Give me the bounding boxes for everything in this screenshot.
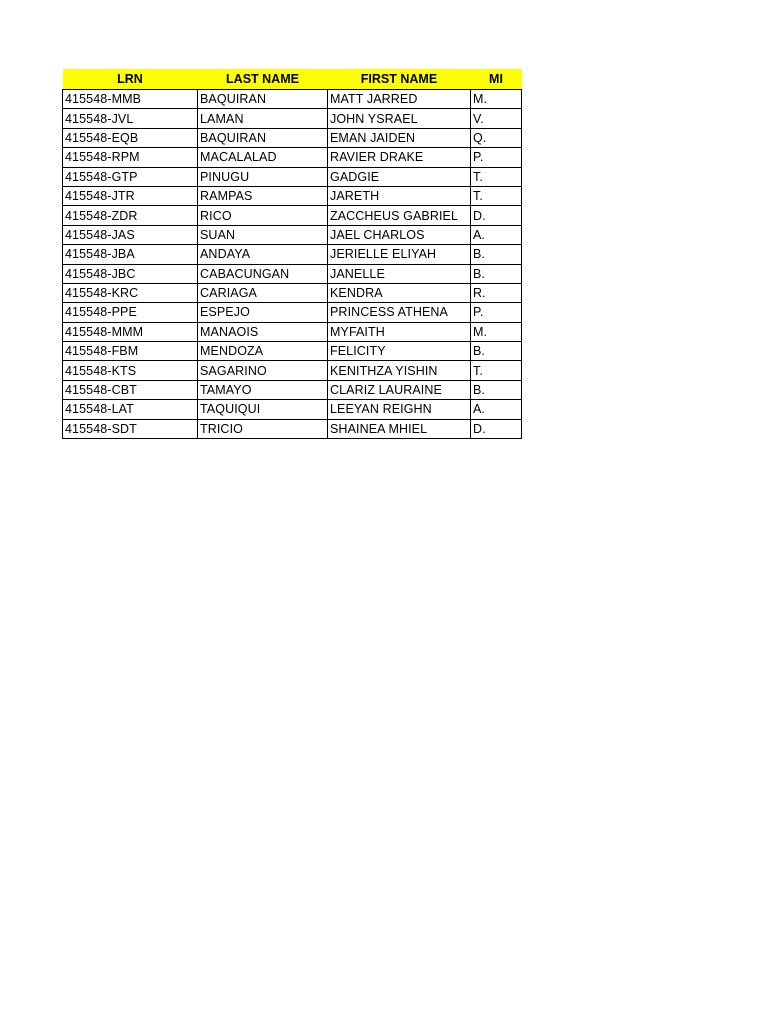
cell-lrn[interactable]: 415548-SDT	[63, 419, 198, 438]
cell-mi[interactable]: B.	[471, 380, 522, 399]
cell-lrn[interactable]: 415548-LAT	[63, 400, 198, 419]
cell-mi[interactable]: M.	[471, 90, 522, 109]
cell-first-name[interactable]: KENDRA	[328, 283, 471, 302]
cell-lrn[interactable]: 415548-JVL	[63, 109, 198, 128]
cell-mi[interactable]: A.	[471, 400, 522, 419]
cell-lrn[interactable]: 415548-RPM	[63, 148, 198, 167]
header-lrn: LRN	[63, 69, 198, 90]
cell-mi[interactable]: P.	[471, 148, 522, 167]
cell-first-name[interactable]: EMAN JAIDEN	[328, 128, 471, 147]
header-last-name: LAST NAME	[198, 69, 328, 90]
cell-mi[interactable]: T.	[471, 167, 522, 186]
cell-last-name[interactable]: SUAN	[198, 225, 328, 244]
cell-last-name[interactable]: TAMAYO	[198, 380, 328, 399]
table-row	[63, 303, 522, 322]
table-row	[63, 167, 522, 186]
cell-lrn[interactable]: 415548-GTP	[63, 167, 198, 186]
table-row	[63, 206, 522, 225]
cell-mi[interactable]: R.	[471, 283, 522, 302]
cell-first-name[interactable]: JOHN YSRAEL	[328, 109, 471, 128]
table-row	[63, 245, 522, 264]
cell-first-name[interactable]: KENITHZA YISHIN	[328, 361, 471, 380]
table-row	[63, 361, 522, 380]
cell-first-name[interactable]: JARETH	[328, 186, 471, 205]
table-row	[63, 283, 522, 302]
cell-last-name[interactable]: MACALALAD	[198, 148, 328, 167]
cell-lrn[interactable]: 415548-KRC	[63, 283, 198, 302]
cell-lrn[interactable]: 415548-CBT	[63, 380, 198, 399]
cell-last-name[interactable]: TRICIO	[198, 419, 328, 438]
table-row	[63, 322, 522, 341]
table-row	[63, 109, 522, 128]
cell-mi[interactable]: D.	[471, 206, 522, 225]
cell-last-name[interactable]: MENDOZA	[198, 342, 328, 361]
cell-mi[interactable]: B.	[471, 264, 522, 283]
cell-first-name[interactable]: JANELLE	[328, 264, 471, 283]
cell-first-name[interactable]: CLARIZ LAURAINE	[328, 380, 471, 399]
cell-mi[interactable]: T.	[471, 186, 522, 205]
header-mi: MI	[471, 69, 522, 90]
cell-first-name[interactable]: GADGIE	[328, 167, 471, 186]
cell-first-name[interactable]: RAVIER DRAKE	[328, 148, 471, 167]
table-row	[63, 128, 522, 147]
cell-first-name[interactable]: SHAINEA MHIEL	[328, 419, 471, 438]
cell-last-name[interactable]: PINUGU	[198, 167, 328, 186]
student-roster-table	[62, 69, 522, 439]
cell-mi[interactable]: P.	[471, 303, 522, 322]
cell-first-name[interactable]: ZACCHEUS GABRIEL	[328, 206, 471, 225]
cell-last-name[interactable]: ESPEJO	[198, 303, 328, 322]
table-row	[63, 342, 522, 361]
cell-lrn[interactable]: 415548-MMB	[63, 90, 198, 109]
table-row	[63, 400, 522, 419]
cell-mi[interactable]: M.	[471, 322, 522, 341]
cell-last-name[interactable]: CARIAGA	[198, 283, 328, 302]
cell-mi[interactable]: B.	[471, 245, 522, 264]
table-row	[63, 380, 522, 399]
cell-last-name[interactable]: ANDAYA	[198, 245, 328, 264]
cell-mi[interactable]: V.	[471, 109, 522, 128]
cell-lrn[interactable]: 415548-JBA	[63, 245, 198, 264]
cell-mi[interactable]: D.	[471, 419, 522, 438]
cell-mi[interactable]: Q.	[471, 128, 522, 147]
roster-body	[63, 90, 522, 439]
cell-last-name[interactable]: CABACUNGAN	[198, 264, 328, 283]
cell-last-name[interactable]: BAQUIRAN	[198, 128, 328, 147]
cell-first-name[interactable]: MATT JARRED	[328, 90, 471, 109]
cell-last-name[interactable]: RAMPAS	[198, 186, 328, 205]
cell-lrn[interactable]: 415548-JAS	[63, 225, 198, 244]
header-row	[63, 69, 522, 90]
cell-first-name[interactable]: FELICITY	[328, 342, 471, 361]
cell-mi[interactable]: A.	[471, 225, 522, 244]
cell-lrn[interactable]: 415548-EQB	[63, 128, 198, 147]
cell-last-name[interactable]: BAQUIRAN	[198, 90, 328, 109]
cell-last-name[interactable]: MANAOIS	[198, 322, 328, 341]
cell-lrn[interactable]: 415548-MMM	[63, 322, 198, 341]
cell-lrn[interactable]: 415548-JBC	[63, 264, 198, 283]
table-row	[63, 186, 522, 205]
cell-first-name[interactable]: JERIELLE ELIYAH	[328, 245, 471, 264]
table-row	[63, 419, 522, 438]
cell-lrn[interactable]: 415548-KTS	[63, 361, 198, 380]
cell-first-name[interactable]: JAEL CHARLOS	[328, 225, 471, 244]
cell-first-name[interactable]: LEEYAN REIGHN	[328, 400, 471, 419]
cell-last-name[interactable]: SAGARINO	[198, 361, 328, 380]
cell-lrn[interactable]: 415548-FBM	[63, 342, 198, 361]
cell-mi[interactable]: B.	[471, 342, 522, 361]
cell-mi[interactable]: T.	[471, 361, 522, 380]
table-row	[63, 225, 522, 244]
table-row	[63, 90, 522, 109]
cell-last-name[interactable]: RICO	[198, 206, 328, 225]
cell-last-name[interactable]: TAQUIQUI	[198, 400, 328, 419]
spreadsheet-page	[62, 69, 522, 439]
cell-lrn[interactable]: 415548-PPE	[63, 303, 198, 322]
header-first-name: FIRST NAME	[328, 69, 471, 90]
cell-first-name[interactable]: MYFAITH	[328, 322, 471, 341]
table-row	[63, 264, 522, 283]
cell-last-name[interactable]: LAMAN	[198, 109, 328, 128]
cell-lrn[interactable]: 415548-JTR	[63, 186, 198, 205]
table-row	[63, 148, 522, 167]
cell-lrn[interactable]: 415548-ZDR	[63, 206, 198, 225]
cell-first-name[interactable]: PRINCESS ATHENA	[328, 303, 471, 322]
